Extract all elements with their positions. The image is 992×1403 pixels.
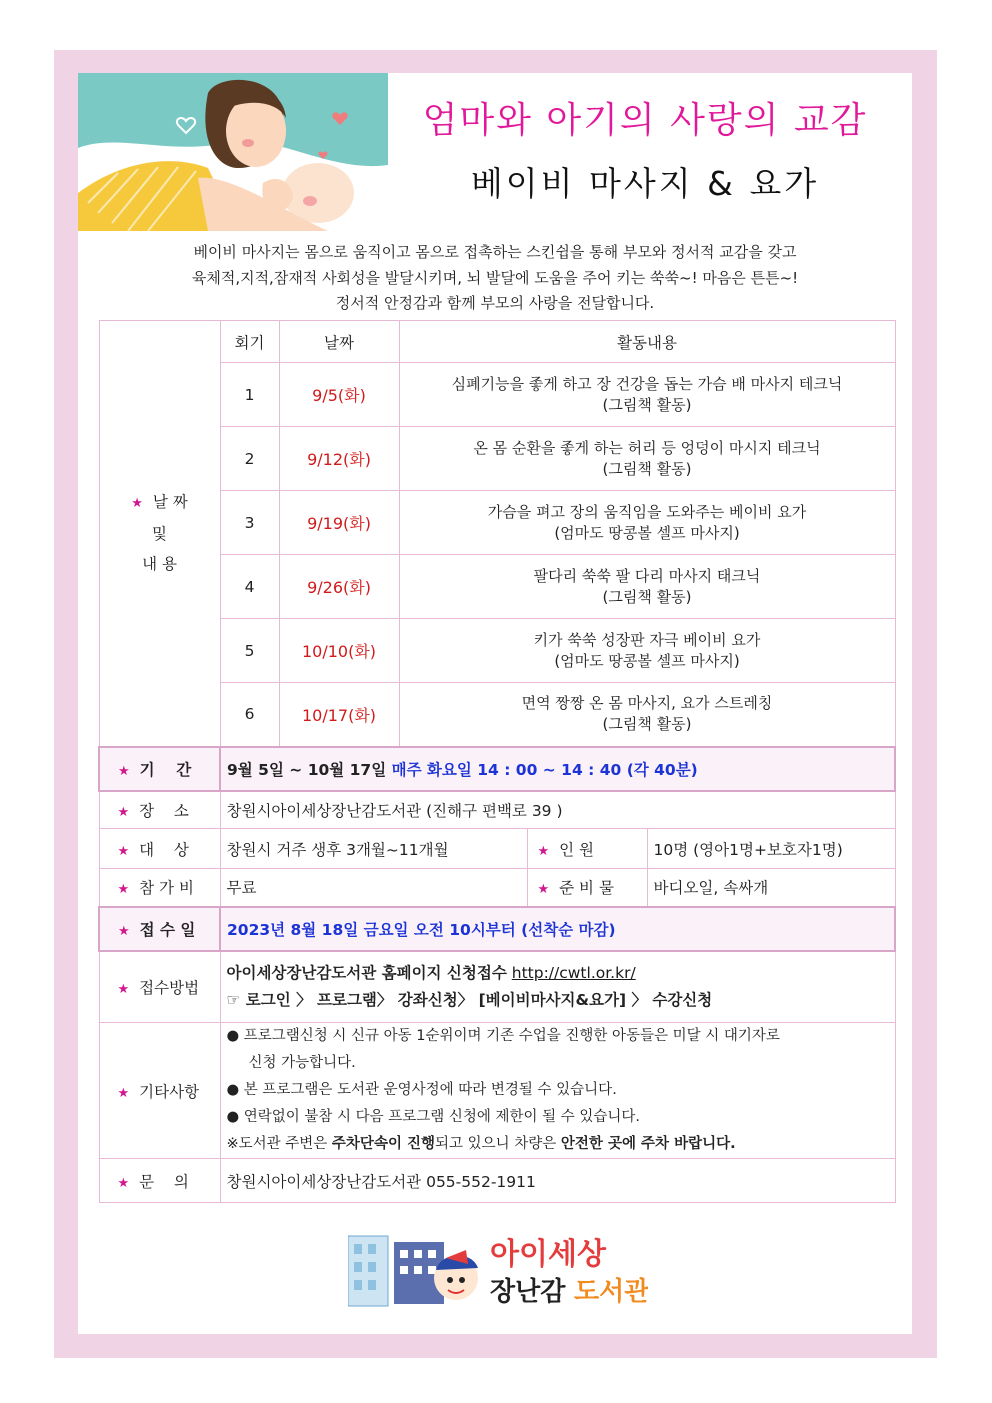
page-subtitle: 베이비 마사지 & 요가	[470, 164, 820, 203]
header-date: 날짜	[279, 321, 399, 363]
logo-text-line1: 아이세상	[490, 1237, 606, 1272]
schedule-row: 1 9/5(화) 심폐기능을 좋게 하고 장 건강을 돕는 가슴 배 마사지 테크닉 (그림책 활동)	[99, 363, 895, 427]
place-value: 창원시아이세상장난감도서관 (진해구 편백로 39 )	[220, 791, 895, 829]
session-content: 심폐기능을 좋게 하고 장 건강을 돕는 가슴 배 마사지 테크닉 (그림책 활동)	[399, 363, 895, 427]
schedule-row: 2 9/12(화) 온 몸 순환을 좋게 하는 허리 등 엉덩이 마시지 테크닉 (그림책 활동)	[99, 427, 895, 491]
session-date: 9/26(화)	[279, 555, 399, 619]
fee-value: 무료	[220, 869, 527, 907]
method-steps: ☞ 로그인 〉 프로그램〉 강좌신청〉 [베이비마사지&요가] 〉 수강신청	[226, 990, 713, 1009]
library-logo	[348, 1228, 648, 1314]
star-icon: ★	[118, 763, 130, 779]
target-row: ★ 대 상 창원시 거주 생후 3개월~11개월 ★ 인 원 10명 (영아1명+보호자1명)	[99, 829, 895, 869]
place-row: ★ 장 소 창원시아이세상장난감도서관 (진해구 편백로 39 )	[99, 791, 895, 829]
schedule-row: 6 10/17(화) 면역 짱짱 온 몸 마사지, 요가 스트레칭 (그림책 활동)	[99, 683, 895, 747]
intro-line: 정서적 안정감과 함께 부모의 사랑을 전달합니다.	[335, 294, 655, 312]
schedule-header-row	[99, 321, 895, 363]
star-icon: ★	[117, 981, 130, 997]
mother-baby-illustration	[78, 73, 388, 231]
schedule-label: ★ 날 짜 및 내 용	[99, 321, 220, 747]
period-row: ★ 기 간 9월 5일 ~ 10월 17일 매주 화요일 14 : 00 ~ 14 : 40 (각 40분)	[99, 747, 895, 791]
session-content: 온 몸 순환을 좋게 하는 허리 등 엉덩이 마시지 테크닉 (그림책 활동)	[399, 427, 895, 491]
star-icon: ★	[118, 923, 130, 939]
etc-row: ★ 기타사항 ● 프로그램신청 시 신규 아동 1순위이며 기존 수업을 진행한 아동들은 미달 시 대기자로 신청 가능합니다. ● 본 프로그램은 도서관 운영사정에 따라 변경될 수 있습니다. ● 연락없이 불참 시 다음 프로그램 신청에 제한이 될 수 있습니다. ※도서관 주변은 주차단속이 진행되고 있으니 차량은 안전한 곳에 주차 바랍니다.	[99, 1023, 895, 1159]
header-session: 회기	[220, 321, 279, 363]
target-value: 창원시 거주 생후 3개월~11개월	[220, 829, 527, 869]
intro-line: 육체적,지적,잠재적 사회성을 발달시키며, 뇌 발달에 도움을 주어 키는 쑥쑥~! 마음은 튼튼~!	[191, 268, 799, 287]
prep-value: 바디오일, 속싸개	[647, 869, 895, 907]
etc-notes: ● 프로그램신청 시 신규 아동 1순위이며 기존 수업을 진행한 아동들은 미달 시 대기자로 신청 가능합니다. ● 본 프로그램은 도서관 운영사정에 따라 변경될 수 있습니다. ● 연락없이 불참 시 다음 프로그램 신청에 제한이 될 수 있습니다. ※도서관 주변은 주차단속이 진행되고 있으니 차량은 안전한 곳에 주차 바랍니다.	[220, 1023, 895, 1159]
intro-text	[100, 240, 890, 317]
star-icon: ★	[117, 804, 130, 820]
session-date: 9/5(화)	[279, 363, 399, 427]
header-content: 활동내용	[399, 321, 895, 363]
contact-value: 창원시아이세상장난감도서관 055-552-1911	[220, 1159, 895, 1203]
reception-value: 2023년 8월 18일 금요일 오전 10시부터 (선착순 마감)	[220, 907, 895, 951]
star-icon: ★	[117, 1085, 130, 1101]
session-date: 9/12(화)	[279, 427, 399, 491]
schedule-row: 3 9/19(화) 가슴을 펴고 장의 움직임을 도와주는 베이비 요가 (엄마도 땅콩볼 셀프 마사지)	[99, 491, 895, 555]
schedule-row: 4 9/26(화) 팔다리 쑥쑥 팔 다리 마사지 태크닉 (그림책 활동)	[99, 555, 895, 619]
session-date: 10/10(화)	[279, 619, 399, 683]
star-icon: ★	[117, 843, 130, 859]
session-content: 키가 쑥쑥 성장판 자극 베이비 요가 (엄마도 땅콩볼 셀프 마사지)	[399, 619, 895, 683]
period-value: 9월 5일 ~ 10월 17일 매주 화요일 14 : 00 ~ 14 : 40 (각 40분)	[220, 747, 895, 791]
star-icon: ★	[131, 496, 143, 512]
fee-row: ★ 참 가 비 무료 ★ 준 비 물 바디오일, 속싸개	[99, 869, 895, 907]
star-icon: ★	[537, 882, 550, 898]
intro-line: 베이비 마사지는 몸으로 움직이고 몸으로 접촉하는 스킨쉽을 통해 부모와 정서적 교감을 갖고	[193, 243, 797, 261]
session-content: 가슴을 펴고 장의 움직임을 도와주는 베이비 요가 (엄마도 땅콩볼 셀프 마사지)	[399, 491, 895, 555]
program-info-table	[98, 320, 896, 1203]
contact-row: ★ 문 의 창원시아이세상장난감도서관 055-552-1911	[99, 1159, 895, 1203]
schedule-row: 5 10/10(화) 키가 쑥쑥 성장판 자극 베이비 요가 (엄마도 땅콩볼 셀프 마사지)	[99, 619, 895, 683]
session-content: 팔다리 쑥쑥 팔 다리 마사지 태크닉 (그림책 활동)	[399, 555, 895, 619]
method-row: ★ 접수방법 아이세상장난감도서관 홈페이지 신청접수 http://cwtl.or.kr/ ☞ 로그인 〉 프로그램〉 강좌신청〉 [베이비마사지&요가] 〉 수강신청	[99, 951, 895, 1023]
session-date: 9/19(화)	[279, 491, 399, 555]
star-icon: ★	[117, 1175, 130, 1191]
homepage-link[interactable]: http://cwtl.or.kr/	[511, 963, 636, 982]
star-icon: ★	[117, 882, 130, 898]
session-content: 면역 짱짱 온 몸 마사지, 요가 스트레칭 (그림책 활동)	[399, 683, 895, 747]
logo-text-line2a: 장난감	[490, 1277, 566, 1307]
page-title: 엄마와 아기의 사랑의 교감	[422, 100, 868, 141]
star-icon: ★	[537, 843, 550, 859]
session-date: 10/17(화)	[279, 683, 399, 747]
reception-row: ★ 접 수 일 2023년 8월 18일 금요일 오전 10시부터 (선착순 마감)	[99, 907, 895, 951]
logo-text-line2b: 도서관	[574, 1277, 648, 1307]
count-value: 10명 (영아1명+보호자1명)	[647, 829, 895, 869]
